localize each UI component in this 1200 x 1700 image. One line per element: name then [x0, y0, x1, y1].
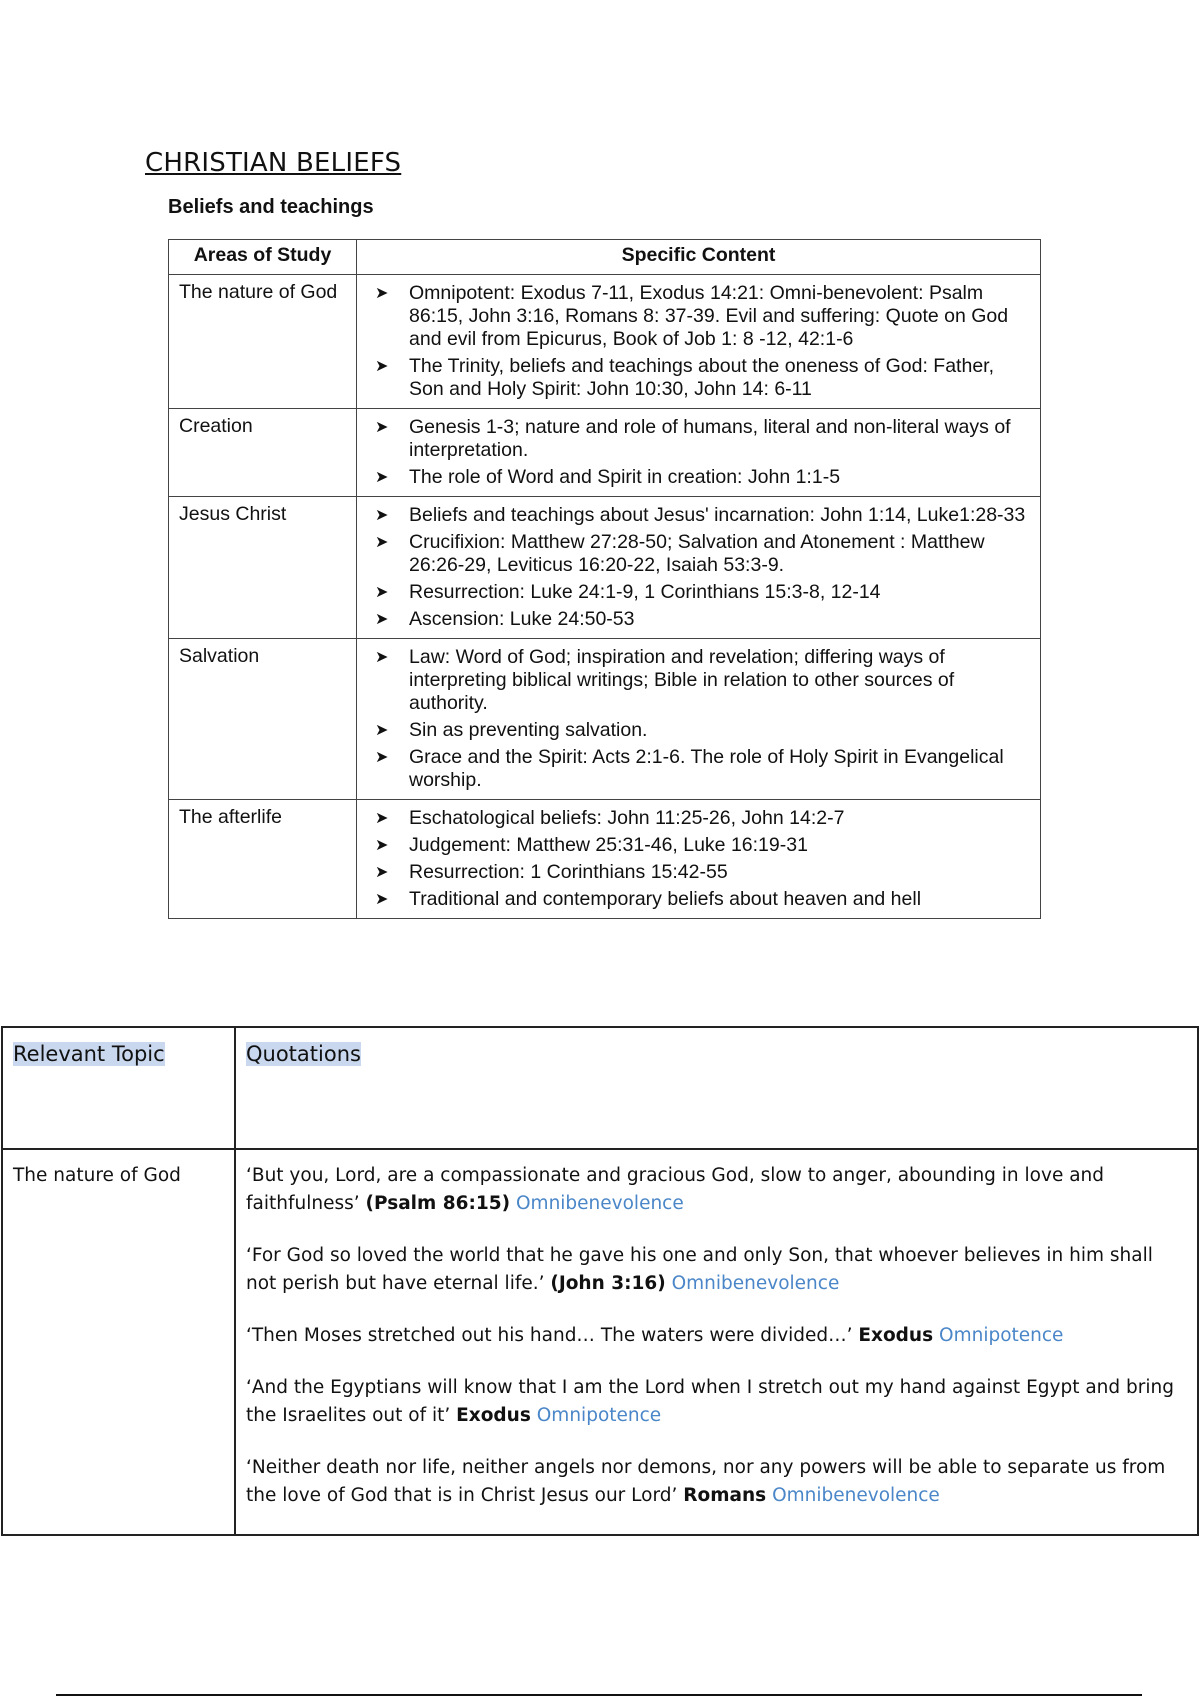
list-item	[375, 416, 1028, 462]
table-row	[169, 639, 1041, 800]
list-item	[375, 355, 1028, 401]
content-bullet-list	[375, 416, 1028, 489]
bullet-text: Traditional and contemporary beliefs about heaven and hell	[409, 888, 922, 910]
area-of-study-cell: Creation	[169, 409, 357, 497]
table-row	[169, 497, 1041, 639]
quotations-cell	[235, 1149, 1198, 1535]
arrowhead-bullet-icon: ➤	[375, 649, 389, 666]
arrowhead-bullet-icon: ➤	[375, 611, 389, 628]
list-item	[375, 807, 1028, 830]
quotation	[246, 1454, 1187, 1510]
relevant-topic-cell: The nature of God	[2, 1149, 235, 1535]
quote-text: ‘Neither death nor life, neither angels nor demons, nor any powers will be able to separate us from the love of God that is in Christ Jesus our Lord’	[246, 1457, 1166, 1506]
arrowhead-bullet-icon: ➤	[375, 810, 389, 827]
page-title: CHRISTIAN BELIEFS	[145, 148, 402, 178]
arrowhead-bullet-icon: ➤	[375, 469, 389, 486]
list-item	[375, 282, 1028, 351]
scripture-reference: Exodus	[858, 1325, 934, 1346]
attribute-tag: Omnipotence	[536, 1405, 662, 1426]
bullet-text: Resurrection: Luke 24:1-9, 1 Corinthians 15:3-8, 12-14	[409, 581, 881, 603]
arrowhead-bullet-icon: ➤	[375, 358, 389, 375]
scripture-reference: Romans	[683, 1485, 767, 1506]
table-header-row	[169, 240, 1041, 275]
scripture-reference: (John 3:16)	[550, 1273, 666, 1294]
arrowhead-bullet-icon: ➤	[375, 534, 389, 551]
arrowhead-bullet-icon: ➤	[375, 722, 389, 739]
bullet-text: The role of Word and Spirit in creation: John 1:1-5	[409, 466, 841, 488]
quote-text: ‘Then Moses stretched out his hand… The waters were divided…’	[246, 1325, 859, 1346]
quotations-table	[1, 1026, 1199, 1536]
list-item	[375, 466, 1028, 489]
bullet-text: Beliefs and teachings about Jesus' incarnation: John 1:14, Luke1:28-33	[409, 504, 1026, 526]
header-relevant-topic	[2, 1027, 235, 1149]
arrowhead-bullet-icon: ➤	[375, 584, 389, 601]
attribute-tag: Omnibenevolence	[772, 1485, 940, 1506]
bullet-text: Law: Word of God; inspiration and revelation; differing ways of interpreting biblical writings; Bible in relation to other sources of authority.	[409, 646, 955, 714]
list-item	[375, 608, 1028, 631]
list-item	[375, 861, 1028, 884]
table-row	[169, 275, 1041, 409]
specific-content-cell	[357, 275, 1041, 409]
attribute-tag: Omnipotence	[939, 1325, 1064, 1346]
arrowhead-bullet-icon: ➤	[375, 891, 389, 908]
list-item	[375, 834, 1028, 857]
table-row	[169, 800, 1041, 919]
arrowhead-bullet-icon: ➤	[375, 837, 389, 854]
quote-text: ‘But you, Lord, are a compassionate and gracious God, slow to anger, abounding in love and faithfulness’	[246, 1165, 1105, 1214]
quotation	[246, 1374, 1187, 1430]
bullet-text: Judgement: Matthew 25:31-46, Luke 16:19-31	[409, 834, 808, 856]
specific-content-cell	[357, 800, 1041, 919]
scripture-reference: Exodus	[456, 1405, 531, 1426]
arrowhead-bullet-icon: ➤	[375, 419, 389, 436]
area-of-study-cell: The nature of God	[169, 275, 357, 409]
list-item	[375, 646, 1028, 715]
content-bullet-list	[375, 807, 1028, 911]
highlighted-header-text: Relevant Topic	[13, 1042, 165, 1066]
content-bullet-list	[375, 282, 1028, 401]
specific-content-cell	[357, 409, 1041, 497]
specific-content-cell	[357, 497, 1041, 639]
list-item	[375, 888, 1028, 911]
bullet-text: Grace and the Spirit: Acts 2:1-6. The role of Holy Spirit in Evangelical worship.	[409, 746, 1004, 791]
arrowhead-bullet-icon: ➤	[375, 749, 389, 766]
header-quotations	[235, 1027, 1198, 1149]
content-bullet-list	[375, 504, 1028, 631]
bullet-text: Resurrection: 1 Corinthians 15:42-55	[409, 861, 728, 883]
arrowhead-bullet-icon: ➤	[375, 864, 389, 881]
highlighted-header-text: Quotations	[246, 1042, 361, 1066]
bullet-text: Sin as preventing salvation.	[409, 719, 648, 741]
table-row	[2, 1149, 1198, 1535]
attribute-tag: Omnibenevolence	[671, 1273, 840, 1294]
bullet-text: The Trinity, beliefs and teachings about the oneness of God: Father, Son and Holy Spirit: John 10:30, John 14: 6-11	[409, 355, 994, 400]
footer-divider	[56, 1694, 1142, 1696]
list-item	[375, 581, 1028, 604]
area-of-study-cell: Salvation	[169, 639, 357, 800]
quote-text: ‘For God so loved the world that he gave his one and only Son, that whoever believes in him shall not perish but have eternal life.’	[246, 1245, 1153, 1294]
table-header-row	[2, 1027, 1198, 1149]
specific-content-cell	[357, 639, 1041, 800]
list-item	[375, 719, 1028, 742]
bullet-text: Crucifixion: Matthew 27:28-50; Salvation and Atonement : Matthew 26:26-29, Leviticus 16:20-22, Isaiah 53:3-9.	[409, 531, 985, 576]
area-of-study-cell: The afterlife	[169, 800, 357, 919]
list-item	[375, 746, 1028, 792]
list-item	[375, 531, 1028, 577]
attribute-tag: Omnibenevolence	[515, 1193, 684, 1214]
quote-text: ‘And the Egyptians will know that I am the Lord when I stretch out my hand against Egypt and bring the Israelites out of it’	[246, 1377, 1174, 1426]
area-of-study-cell: Jesus Christ	[169, 497, 357, 639]
header-areas-of-study: Areas of Study	[169, 240, 357, 275]
page-subtitle: Beliefs and teachings	[168, 196, 374, 218]
quotation	[246, 1322, 1187, 1350]
bullet-text: Omnipotent: Exodus 7-11, Exodus 14:21: Omni-benevolent: Psalm 86:15, John 3:16, Romans 8: 37-39. Evil and suffering: Quote on God and evil from Epicurus, Book of Job 1: 8 -12, 42:1-6	[409, 282, 1009, 350]
header-specific-content: Specific Content	[357, 240, 1041, 275]
bullet-text: Eschatological beliefs: John 11:25-26, John 14:2-7	[409, 807, 845, 829]
bullet-text: Genesis 1-3; nature and role of humans, literal and non-literal ways of interpretation.	[409, 416, 1011, 461]
content-bullet-list	[375, 646, 1028, 792]
bullet-text: Ascension: Luke 24:50-53	[409, 608, 635, 630]
table-row	[169, 409, 1041, 497]
scripture-reference: (Psalm 86:15)	[365, 1193, 511, 1214]
arrowhead-bullet-icon: ➤	[375, 285, 389, 302]
list-item	[375, 504, 1028, 527]
areas-of-study-table	[168, 239, 1041, 919]
quotation	[246, 1242, 1187, 1298]
quotation	[246, 1162, 1187, 1218]
arrowhead-bullet-icon: ➤	[375, 507, 389, 524]
